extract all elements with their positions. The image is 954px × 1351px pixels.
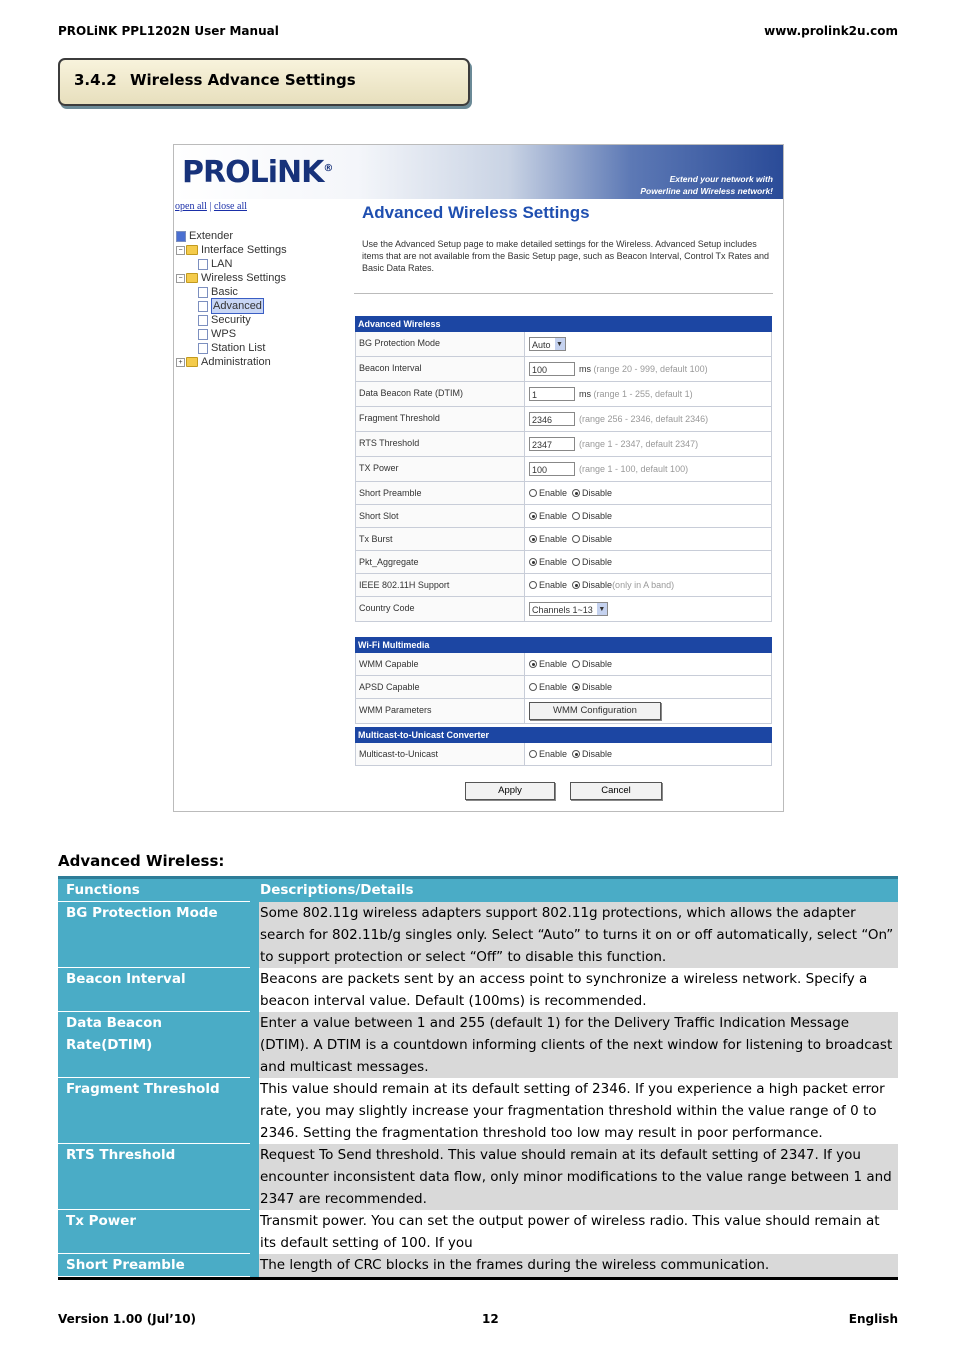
rts-threshold-input[interactable]: 2347 <box>529 437 575 451</box>
ieee-enable-radio[interactable] <box>529 581 537 589</box>
fragment-threshold-input[interactable]: 2346 <box>529 412 575 426</box>
table-row: Fragment Threshold 2346 (range 256 - 2346, default 2346) <box>355 407 772 432</box>
section-number: 3.4.2 <box>74 71 117 89</box>
table-row: Short Slot Enable Disable <box>355 505 772 528</box>
banner <box>174 145 783 199</box>
beacon-interval-input[interactable]: 100 <box>529 362 575 376</box>
table-title: Multicast-to-Unicast Converter <box>355 727 772 743</box>
m2u-enable-radio[interactable] <box>529 750 537 758</box>
minus-icon: − <box>176 274 185 283</box>
slot-enable-radio[interactable] <box>529 512 537 520</box>
table-row: Tx Power Transmit power. You can set the output power of wireless radio. This value should remain at its default setting of 100. If you <box>58 1210 898 1254</box>
tree-item-security[interactable]: Security <box>176 313 287 327</box>
wmm-table <box>355 637 772 724</box>
tree-item-wps[interactable]: WPS <box>176 327 287 341</box>
m2u-disable-radio[interactable] <box>572 750 580 758</box>
page-number: 12 <box>482 1312 499 1326</box>
chevron-down-icon: ▼ <box>597 603 607 615</box>
table-row: Data Beacon Rate(DTIM) Enter a value between 1 and 255 (default 1) for the Delivery Traffic Indication Message (DTIM). A DTIM is a countdown informing clients of the next window for listening to broadcast and multicast messages. <box>58 1012 898 1078</box>
country-code-select[interactable]: Channels 1~13 ▼ <box>529 602 608 616</box>
router-screenshot <box>173 144 784 812</box>
slogan: Extend your network with Powerline and Wireless network! <box>640 174 773 196</box>
pkt-disable-radio[interactable] <box>572 558 580 566</box>
table-row: WMM Capable Enable Disable <box>355 653 772 676</box>
multicast-table <box>355 727 772 766</box>
burst-disable-radio[interactable] <box>572 535 580 543</box>
table-row: Fragment Threshold This value should remain at its default setting of 2346. If you experience a high packet error rate, you may slightly increase your fragmentation threshold within the value range of 0 to 2346. Setting the fragmentation threshold too low may result in poor performance. <box>58 1078 898 1144</box>
tree-controls: open all | close all <box>175 201 247 212</box>
section-title: Wireless Advance Settings <box>130 71 356 89</box>
page-icon <box>198 315 208 326</box>
prolink-logo: PROLiNK® <box>182 155 333 190</box>
table-row: Country Code Channels 1~13 ▼ <box>355 597 772 622</box>
preamble-enable-radio[interactable] <box>529 489 537 497</box>
tree-item-lan[interactable]: LAN <box>176 257 287 271</box>
page-icon <box>198 329 208 340</box>
apsd-enable-radio[interactable] <box>529 683 537 691</box>
computer-icon <box>176 231 186 242</box>
manual-title: PROLiNK PPL1202N User Manual <box>58 24 279 38</box>
slot-disable-radio[interactable] <box>572 512 580 520</box>
tree-item-wireless[interactable]: − Wireless Settings <box>176 271 287 285</box>
page-icon <box>198 287 208 298</box>
tree-item-basic[interactable]: Basic <box>176 285 287 299</box>
minus-icon: − <box>176 246 185 255</box>
ieee-disable-radio[interactable] <box>572 581 580 589</box>
table-row: Data Beacon Rate (DTIM) 1 ms (range 1 - 255, default 1) <box>355 382 772 407</box>
table-row: WMM Parameters WMM Configuration <box>355 699 772 724</box>
folder-icon <box>186 273 198 283</box>
page-title: Advanced Wireless Settings <box>362 203 590 222</box>
table-title: Wi-Fi Multimedia <box>355 637 772 653</box>
dtim-input[interactable]: 1 <box>529 387 575 401</box>
footer-language: English <box>848 1312 898 1326</box>
tree-item-station-list[interactable]: Station List <box>176 341 287 355</box>
table-title: Advanced Wireless <box>355 316 772 332</box>
page-icon <box>198 343 208 354</box>
advanced-wireless-table <box>355 316 772 622</box>
wmm-enable-radio[interactable] <box>529 660 537 668</box>
table-row: Tx Burst Enable Disable <box>355 528 772 551</box>
table-row: Beacon Interval 100 ms (range 20 - 999, default 100) <box>355 357 772 382</box>
plus-icon: + <box>176 358 185 367</box>
folder-icon <box>186 357 198 367</box>
apply-button[interactable]: Apply <box>465 782 555 800</box>
preamble-disable-radio[interactable] <box>572 489 580 497</box>
table-row: Multicast-to-Unicast Enable Disable <box>355 743 772 766</box>
table-header: Functions Descriptions/Details <box>58 879 898 902</box>
table-row: Beacon Interval Beacons are packets sent by an access point to synchronize a wireless network. Specify a beacon interval value. Default (100ms) is recommended. <box>58 968 898 1012</box>
chevron-down-icon: ▼ <box>555 338 565 350</box>
description-heading: Advanced Wireless: <box>58 852 225 870</box>
pkt-enable-radio[interactable] <box>529 558 537 566</box>
wmm-disable-radio[interactable] <box>572 660 580 668</box>
table-row: APSD Capable Enable Disable <box>355 676 772 699</box>
divider <box>354 293 773 294</box>
description-table <box>58 876 898 1280</box>
table-row: Pkt_Aggregate Enable Disable <box>355 551 772 574</box>
bg-protection-select[interactable]: Auto ▼ <box>529 337 566 351</box>
open-all-link[interactable]: open all <box>175 201 207 212</box>
footer-version: Version 1.00 (Jul’10) <box>58 1312 197 1326</box>
folder-icon <box>186 245 198 255</box>
tree-item-administration[interactable]: + Administration <box>176 355 287 369</box>
table-row: BG Protection Mode Some 802.11g wireless adapters support 802.11g protections, which allows the adapter search for 802.11b/g singles only. Select “Auto” to turns it on or off automatically, select “On” to support protection or select “Off” to disable this function. <box>58 902 898 968</box>
page-description: Use the Advanced Setup page to make detailed settings for the Wireless. Advanced Setup includes items that are not available from the Basic Setup page, such as Beacon Interval, Control Tx Rates and Basic Data Rates. <box>362 239 770 273</box>
table-row: IEEE 802.11H Support Enable Disable (only in A band) <box>355 574 772 597</box>
table-row: BG Protection Mode Auto ▼ <box>355 332 772 357</box>
tree-item-extender[interactable]: Extender <box>176 229 287 243</box>
page-icon <box>198 259 208 270</box>
tx-power-input[interactable]: 100 <box>529 462 575 476</box>
table-row: RTS Threshold 2347 (range 1 - 2347, default 2347) <box>355 432 772 457</box>
nav-tree <box>176 229 287 369</box>
table-row: RTS Threshold Request To Send threshold. This value should remain at its default setting of 2347. If you encounter inconsistent data flow, only minor modifications to the value range between 1 and 2347 are recommended. <box>58 1144 898 1210</box>
page-icon <box>198 301 208 312</box>
burst-enable-radio[interactable] <box>529 535 537 543</box>
section-heading <box>58 58 470 106</box>
table-row: TX Power 100 (range 1 - 100, default 100) <box>355 457 772 482</box>
table-row: Short Preamble Enable Disable <box>355 482 772 505</box>
close-all-link[interactable]: close all <box>213 201 247 212</box>
cancel-button[interactable]: Cancel <box>570 782 662 800</box>
tree-item-advanced[interactable]: Advanced <box>176 299 287 313</box>
table-row: Short Preamble The length of CRC blocks in the frames during the wireless communication. <box>58 1254 898 1277</box>
tree-item-interface[interactable]: − Interface Settings <box>176 243 287 257</box>
apsd-disable-radio[interactable] <box>572 683 580 691</box>
wmm-configuration-button[interactable]: WMM Configuration <box>529 702 661 720</box>
website-url: www.prolink2u.com <box>764 24 898 38</box>
